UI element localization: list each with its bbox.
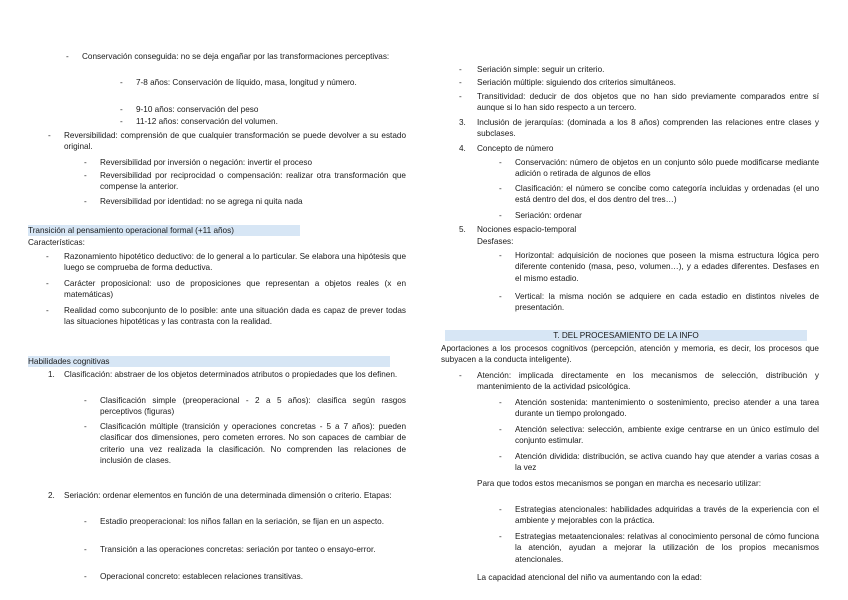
list-number: 3. [459,118,466,127]
list-item: - Clasificación múltiple (transición y operaciones concretas - 5 a 7 años): pueden clasificar dos dimensiones, pero cometen errores. No son capaces de cambiar de criterio una vez realizada la clasificación. No comprenden las relaciones de inclusión de clases. [84,422,406,466]
list-item: - Clasificación simple (preoperacional - 2 a 5 años): clasifica según rasgos perceptivos (figuras) [84,396,406,417]
bullet: - [46,252,49,261]
section-heading: T. DEL PROCESAMIENTO DE LA INFO [553,331,699,340]
bullet: - [499,211,502,220]
list-item: - Estrategias atencionales: habilidades adquiridas a través de la experiencia con el ambiente y mejorables con la práctica. [499,505,819,526]
bullet: - [48,131,51,140]
list-item: - Estrategias metaatencionales: relativas al conocimiento personal de cómo funciona la atención, ayudan a mejorar la utilización de los propios mecanismos atencionales. [499,532,819,564]
list-item: 2. Seriación: ordenar elementos en función de una determinada dimensión o criterio. Etapas: [48,491,392,500]
bullet: - [66,52,69,61]
list-item: - Reversibilidad: comprensión de que cualquier transformación se puede devolver a su estado original. [48,131,406,152]
list-item: - Horizontal: adquisición de nociones que poseen la misma estructura lógica pero diferente contenido (masa, peso, volumen…), y a edades diferentes. Desfases en el mismo estadio. [499,251,819,283]
list-item: - Seriación múltiple: siguiendo dos criterios simultáneos. [459,78,676,87]
bullet: - [120,78,123,87]
bullet: - [120,117,123,126]
list-number: 4. [459,144,466,153]
list-item: - Reversibilidad por inversión o negación: invertir el proceso [84,158,313,167]
list-item: - Seriación: ordenar [499,211,582,220]
list-item: - Atención dividida: distribución, se activa cuando hay que atender a varias cosas a la vez [499,452,819,473]
bullet: - [46,279,49,288]
list-item: 5. Nociones espacio-temporal [459,225,577,234]
section-heading: Transición al pensamiento operacional formal (+11 años) [28,226,234,235]
bullet: - [84,545,87,554]
subheading: Características: [28,238,85,247]
bullet: - [84,422,87,431]
bullet: - [46,306,49,315]
list-item: - Transitividad: deducir de dos objetos que no han sido previamente comparados entre sí aunque si lo han sido respecto a un tercero. [459,92,819,113]
list-item: - Clasificación: el número se concibe como categoría incluidas y ordenadas (el uno está dentro del dos, el dos dentro del tres…) [499,184,819,205]
bullet: - [84,572,87,581]
list-item: - Reversibilidad por reciprocidad o compensación: realizar otra transformación que compense la anterior. [84,171,406,192]
list-item: 4. Concepto de número [459,144,554,153]
list-item: - Atención selectiva: selección, ambiente exige centrarse en un único estímulo del conjunto estimular. [499,425,819,446]
bullet: - [120,105,123,114]
list-item: - Razonamiento hipotético deductivo: de lo general a lo particular. Se elabora una hipótesis que luego se comprueba de forma deductiva. [46,252,406,273]
subheading: Desfases: [477,237,514,246]
list-item: - Seriación simple: seguir un criterio. [459,65,605,74]
bullet: - [84,517,87,526]
bullet: - [499,292,502,301]
list-item: - Conservación conseguida: no se deja engañar por las transformaciones perceptivas: [66,52,390,61]
paragraph: La capacidad atencional del niño va aumentando con la edad: [477,573,702,582]
list-item: - Vertical: la misma noción se adquiere en cada estadio en distintos niveles de presentación. [499,292,819,313]
bullet: - [499,505,502,514]
list-number: 1. [48,370,55,379]
list-number: 2. [48,491,55,500]
bullet: - [459,371,462,380]
list-item: - Carácter proposicional: uso de proposiciones que representan a objetos reales (x en matemáticas) [46,279,406,300]
list-item: - 7-8 años: Conservación de líquido, masa, longitud y número. [120,78,357,87]
list-item: 3. Inclusión de jerarquías: (dominada a los 8 años) comprenden las relaciones entre clases y subclases. [459,118,819,139]
bullet: - [459,78,462,87]
list-number: 5. [459,225,466,234]
section-heading: Habilidades cognitivas [28,357,110,366]
bullet: - [84,158,87,167]
bullet: - [459,92,462,101]
bullet: - [84,197,87,206]
bullet: - [499,398,502,407]
list-item: - Transición a las operaciones concretas: seriación por tanteo o ensayo-error. [84,545,376,554]
paragraph: Aportaciones a los procesos cognitivos (percepción, atención y memoria, es decir, los procesos que subyacen a la conducta inteligente). [441,344,819,365]
list-item: 1. Clasificación: abstraer de los objetos determinados atributos o propiedades que los definen. [48,370,398,379]
bullet: - [459,65,462,74]
list-item: - Operacional concreto: establecen relaciones transitivas. [84,572,303,581]
bullet: - [499,184,502,193]
bullet: - [499,158,502,167]
bullet: - [499,532,502,541]
bullet: - [499,425,502,434]
list-item: - Realidad como subconjunto de lo posible: ante una situación dada es capaz de prever todas las situaciones hipotéticas y las contrasta con la realidad. [46,306,406,327]
bullet: - [499,452,502,461]
bullet: - [84,171,87,180]
paragraph: Para que todos estos mecanismos se pongan en marcha es necesario utilizar: [477,479,761,488]
list-item: - Conservación: número de objetos en un conjunto sólo puede modificarse mediante adición o retirada de algunos de ellos [499,158,819,179]
list-item: - Atención: implicada directamente en los mecanismos de selección, distribución y mantenimiento de la actividad psicológica. [459,371,819,392]
bullet: - [84,396,87,405]
list-item: - Atención sostenida: mantenimiento o sostenimiento, preciso atender a una tarea durante un tiempo prolongado. [499,398,819,419]
list-item: - 9-10 años: conservación del peso [120,105,259,114]
list-item: - Estadio preoperacional: los niños fallan en la seriación, se fijan en un aspecto. [84,517,385,526]
bullet: - [499,251,502,260]
list-item: - 11-12 años: conservación del volumen. [120,117,278,126]
list-item: - Reversibilidad por identidad: no se agrega ni quita nada [84,197,303,206]
